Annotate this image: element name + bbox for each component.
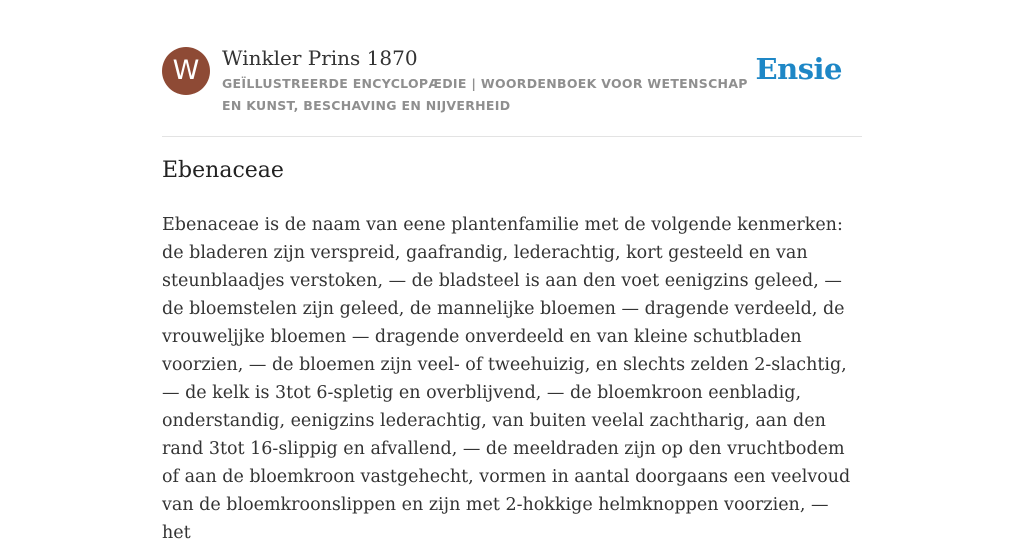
source-header (162, 44, 862, 137)
ensie-logo-link[interactable]: Ensie (755, 52, 842, 86)
entry-title: Ebenaceae (162, 158, 284, 183)
entry-body: Ebenaceae is de naam van eene plantenfamilie met de volgende kenmerken: de bladeren zijn verspreid, gaafrandig, lederachtig, kort gesteeld en van steunblaadjes verstoken, — de bladsteel is aan den voet eenigzins geleed, — de bloemstelen zijn geleed, de mannelijke bloemen — dragende verdeeld, de vrouweljjke bloemen — dragende onverdeeld en van kleine schutbladen voorzien, — de bloemen zijn veel- of tweehuizig, en slechts zelden 2-slachtig, — de kelk is 3tot 6-spletig en overblijvend, — de bloemkroon eenbladig, onderstandig, eenigzins lederachtig, van buiten veelal zachtharig, aan den rand 3tot 16-slippig en afvallend, — de meeldraden zijn op den vruchtbodem of aan de bloemkroon vastgehecht, vormen in aantal doorgaans een veelvoud van de bloemkroonslippen en zijn met 2-hokkige helmknoppen voorzien, — het (162, 215, 851, 543)
source-subtitle: GEÏLLUSTREERDE ENCYCLOPÆDIE | WOORDENBOEK VOOR WETENSCHAP EN KUNST, BESCHAVING EN NIJVERHEID (222, 76, 748, 113)
source-avatar[interactable]: W (162, 47, 210, 95)
source-title[interactable]: Winkler Prins 1870 (222, 46, 418, 70)
